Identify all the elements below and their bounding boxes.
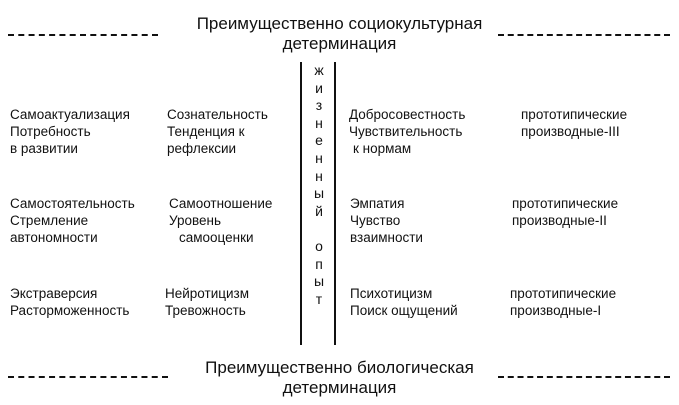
row2-left-line1: Самостоятельность <box>10 196 135 211</box>
vertical-label-letter: ы <box>313 185 325 202</box>
row3-mid-left-line1: Нейротицизм <box>165 286 249 301</box>
top-header <box>0 14 679 54</box>
row3-right-line1: прототипические <box>510 286 617 301</box>
row1-mid-right <box>349 106 465 157</box>
vertical-label-letter: е <box>315 132 323 149</box>
row3-mid-left-line2: Тревожность <box>165 303 246 318</box>
row2-mid-right <box>350 195 423 246</box>
row2-right <box>512 195 618 229</box>
top-header-line-1: Преимущественно социокультурная <box>196 14 483 33</box>
row2-mid-left-line3: самооценки <box>179 230 254 245</box>
row3-mid-right-line1: Психотицизм <box>350 286 433 301</box>
row3-mid-right-line2: Поиск ощущений <box>350 303 458 318</box>
row3-left-line1: Экстраверсия <box>10 286 98 301</box>
vertical-label-letter: т <box>315 290 323 307</box>
row1-right-line2: производные-III <box>521 124 620 139</box>
row2-mid-left-line1: Самоотношение <box>169 196 273 211</box>
row3-right <box>510 285 616 319</box>
row3-mid-left <box>165 285 249 319</box>
vertical-label-letter: ж <box>314 62 324 78</box>
bottom-header-line-2: детерминация <box>282 378 397 397</box>
vertical-label-letter: и <box>315 79 323 96</box>
row1-mid-right-line3: к нормам <box>353 141 412 156</box>
row3-left-line2: Расторможенность <box>10 303 130 318</box>
vertical-life-experience-label <box>302 62 336 308</box>
row3-left <box>10 285 129 319</box>
row1-left-line2: Потребность <box>10 124 91 139</box>
bottom-header-line-1: Преимущественно биологическая <box>205 358 474 377</box>
row1-right <box>521 106 627 140</box>
row3-right-line2: производные-I <box>510 303 602 318</box>
bottom-header <box>0 358 679 398</box>
row1-left-line3: в развитии <box>10 141 78 156</box>
row1-mid-right-line2: Чувствительность <box>349 124 463 139</box>
row2-left-line2: Стремление <box>10 213 89 228</box>
vertical-label-letter: н <box>315 167 323 184</box>
row2-right-line2: производные-II <box>512 213 607 228</box>
row1-mid-left-line3: рефлексии <box>167 141 237 156</box>
vertical-label-letter <box>302 220 336 238</box>
row1-mid-left <box>167 106 268 157</box>
row2-mid-left-line2: Уровень <box>169 213 222 228</box>
row2-left-line3: автономности <box>10 230 98 245</box>
vertical-label-letter: о <box>315 237 323 254</box>
top-header-line-2: детерминация <box>282 34 397 53</box>
row1-left <box>10 106 130 157</box>
vertical-label-letter: й <box>315 202 323 219</box>
row2-mid-right-line2: Чувство <box>350 213 401 228</box>
row2-left <box>10 195 135 246</box>
row1-mid-right-line1: Добросовестность <box>349 107 466 122</box>
vertical-label-letter: п <box>315 255 323 272</box>
row2-mid-left <box>169 195 272 246</box>
row2-mid-right-line3: взаимности <box>350 230 423 245</box>
row1-mid-left-line1: Сознательность <box>167 107 268 122</box>
vertical-label-letter: ы <box>313 273 325 290</box>
vertical-label-letter: н <box>315 149 323 166</box>
row1-left-line1: Самоактуализация <box>10 107 130 122</box>
row1-mid-left-line2: Тенденция к <box>167 124 245 139</box>
vertical-label-letter: з <box>315 97 323 114</box>
vertical-label-letter: н <box>315 114 323 131</box>
row2-mid-right-line1: Эмпатия <box>350 196 405 211</box>
row2-right-line1: прототипические <box>512 196 619 211</box>
row3-mid-right <box>350 285 458 319</box>
row1-right-line1: прототипические <box>521 107 628 122</box>
